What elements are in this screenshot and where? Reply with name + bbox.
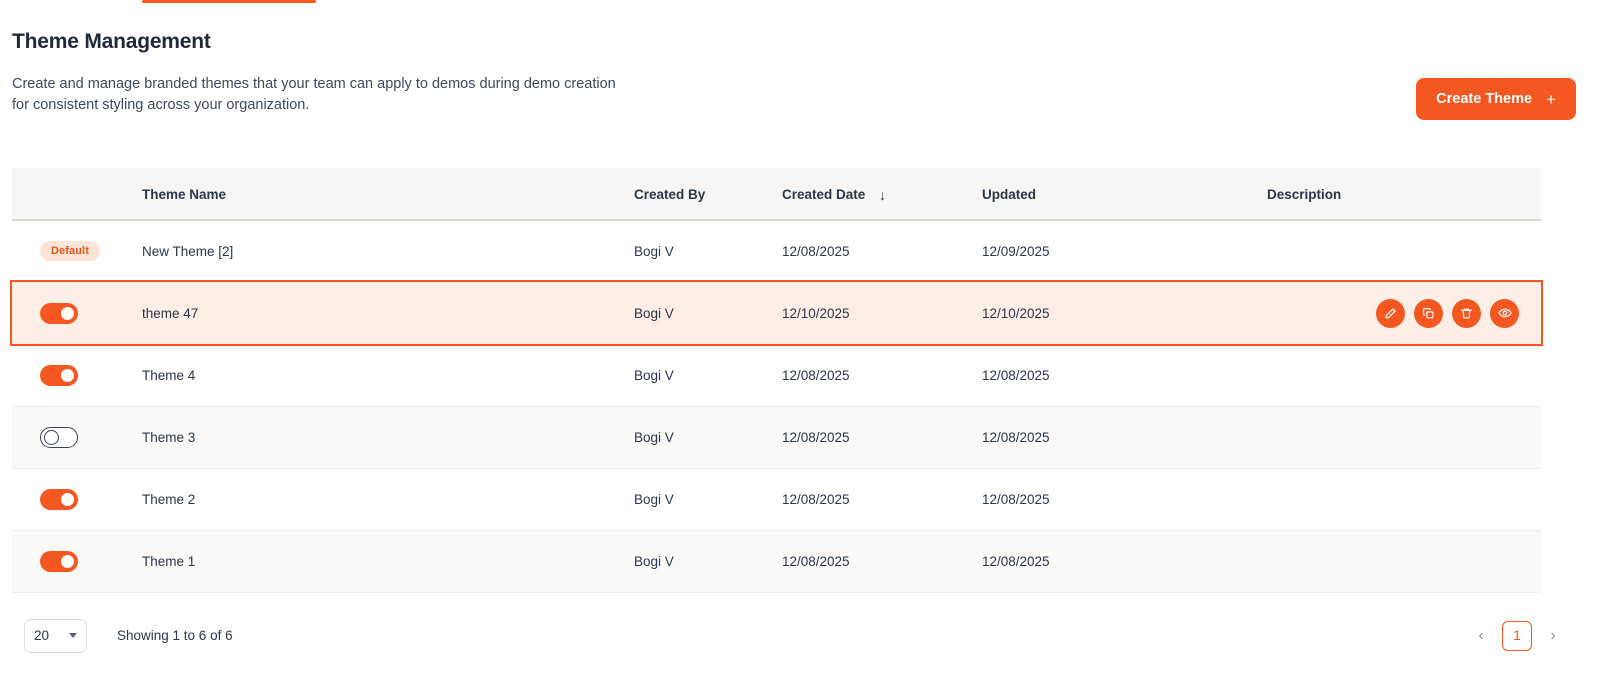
plus-icon: + [1546,89,1556,109]
column-header-theme-name[interactable]: Theme Name [142,168,634,220]
pagination [1470,621,1576,651]
row-description [1267,220,1541,282]
table-row[interactable] [12,406,1541,468]
toggle-knob [60,306,75,321]
page-title: Theme Management [12,30,211,53]
row-theme-name: Theme 3 [142,406,634,468]
copy-icon[interactable] [1414,299,1443,328]
row-updated: 12/09/2025 [982,220,1267,282]
top-tab-strip [0,0,1600,4]
toggle-knob [60,492,75,507]
column-header-created-date-label: Created Date [782,187,866,202]
chevron-down-icon [69,633,77,638]
theme-enabled-toggle[interactable] [40,489,78,510]
subheader-row [12,74,1588,120]
row-updated: 12/08/2025 [982,530,1267,592]
row-created-date: 12/10/2025 [782,282,982,344]
theme-enabled-toggle[interactable] [40,365,78,386]
row-created-by: Bogi V [634,406,782,468]
row-state-cell [12,530,142,592]
row-theme-name: Theme 2 [142,468,634,530]
row-theme-name: New Theme [2] [142,220,634,282]
create-theme-button[interactable] [1416,78,1576,120]
next-page-button[interactable]: › [1542,622,1564,650]
create-theme-label: Create Theme [1436,91,1533,107]
edit-icon[interactable] [1376,299,1405,328]
column-header-state [12,168,142,220]
row-created-by: Bogi V [634,468,782,530]
row-created-by: Bogi V [634,220,782,282]
table-row[interactable] [12,282,1541,344]
row-created-date: 12/08/2025 [782,468,982,530]
row-theme-name: theme 47 [142,282,634,344]
row-created-date: 12/08/2025 [782,220,982,282]
row-description [1267,468,1541,530]
row-theme-name: Theme 4 [142,344,634,406]
arrow-down-icon: ↓ [879,187,887,203]
row-created-date: 12/08/2025 [782,406,982,468]
column-header-created-date[interactable] [782,168,982,220]
row-state-cell [12,406,142,468]
table-row[interactable] [12,468,1541,530]
page-description: Create and manage branded themes that your team can apply to demos during demo creation for consistent styling across your organization. [12,76,616,113]
row-state-cell [12,282,142,344]
row-updated: 12/08/2025 [982,406,1267,468]
eye-icon[interactable] [1490,299,1519,328]
themes-table [12,168,1541,593]
themes-table-wrapper [12,168,1588,593]
row-state-cell [12,468,142,530]
toggle-knob [44,430,59,445]
active-tab-underline [142,0,316,3]
row-state-cell [12,220,142,282]
rows-per-page-select[interactable] [24,619,87,653]
row-created-date: 12/08/2025 [782,344,982,406]
table-row[interactable] [12,344,1541,406]
table-header-row [12,168,1541,220]
row-description [1267,344,1541,406]
status-badge: Default [40,241,100,261]
theme-enabled-toggle[interactable] [40,551,78,572]
row-actions-cell [1267,282,1541,344]
row-updated: 12/08/2025 [982,344,1267,406]
previous-page-button[interactable]: ‹ [1470,622,1492,650]
row-description [1267,530,1541,592]
table-row[interactable] [12,530,1541,592]
row-state-cell [12,344,142,406]
theme-enabled-toggle[interactable] [40,303,78,324]
trash-icon[interactable] [1452,299,1481,328]
row-updated: 12/08/2025 [982,468,1267,530]
column-header-updated[interactable]: Updated [982,168,1267,220]
table-header [12,168,1541,220]
row-created-by: Bogi V [634,344,782,406]
row-description [1267,406,1541,468]
table-body [12,220,1541,592]
rows-per-page-value: 20 [34,628,50,643]
row-updated: 12/10/2025 [982,282,1267,344]
column-header-created-by[interactable]: Created By [634,168,782,220]
page-number-1[interactable]: 1 [1502,621,1532,651]
row-actions [1267,299,1541,328]
column-header-description[interactable]: Description [1267,168,1541,220]
table-row[interactable] [12,220,1541,282]
toggle-knob [60,368,75,383]
showing-range-text: Showing 1 to 6 of 6 [117,628,233,643]
table-footer [12,619,1588,653]
row-created-by: Bogi V [634,282,782,344]
theme-enabled-toggle[interactable] [40,427,78,448]
row-created-date: 12/08/2025 [782,530,982,592]
toggle-knob [60,554,75,569]
row-created-by: Bogi V [634,530,782,592]
row-theme-name: Theme 1 [142,530,634,592]
